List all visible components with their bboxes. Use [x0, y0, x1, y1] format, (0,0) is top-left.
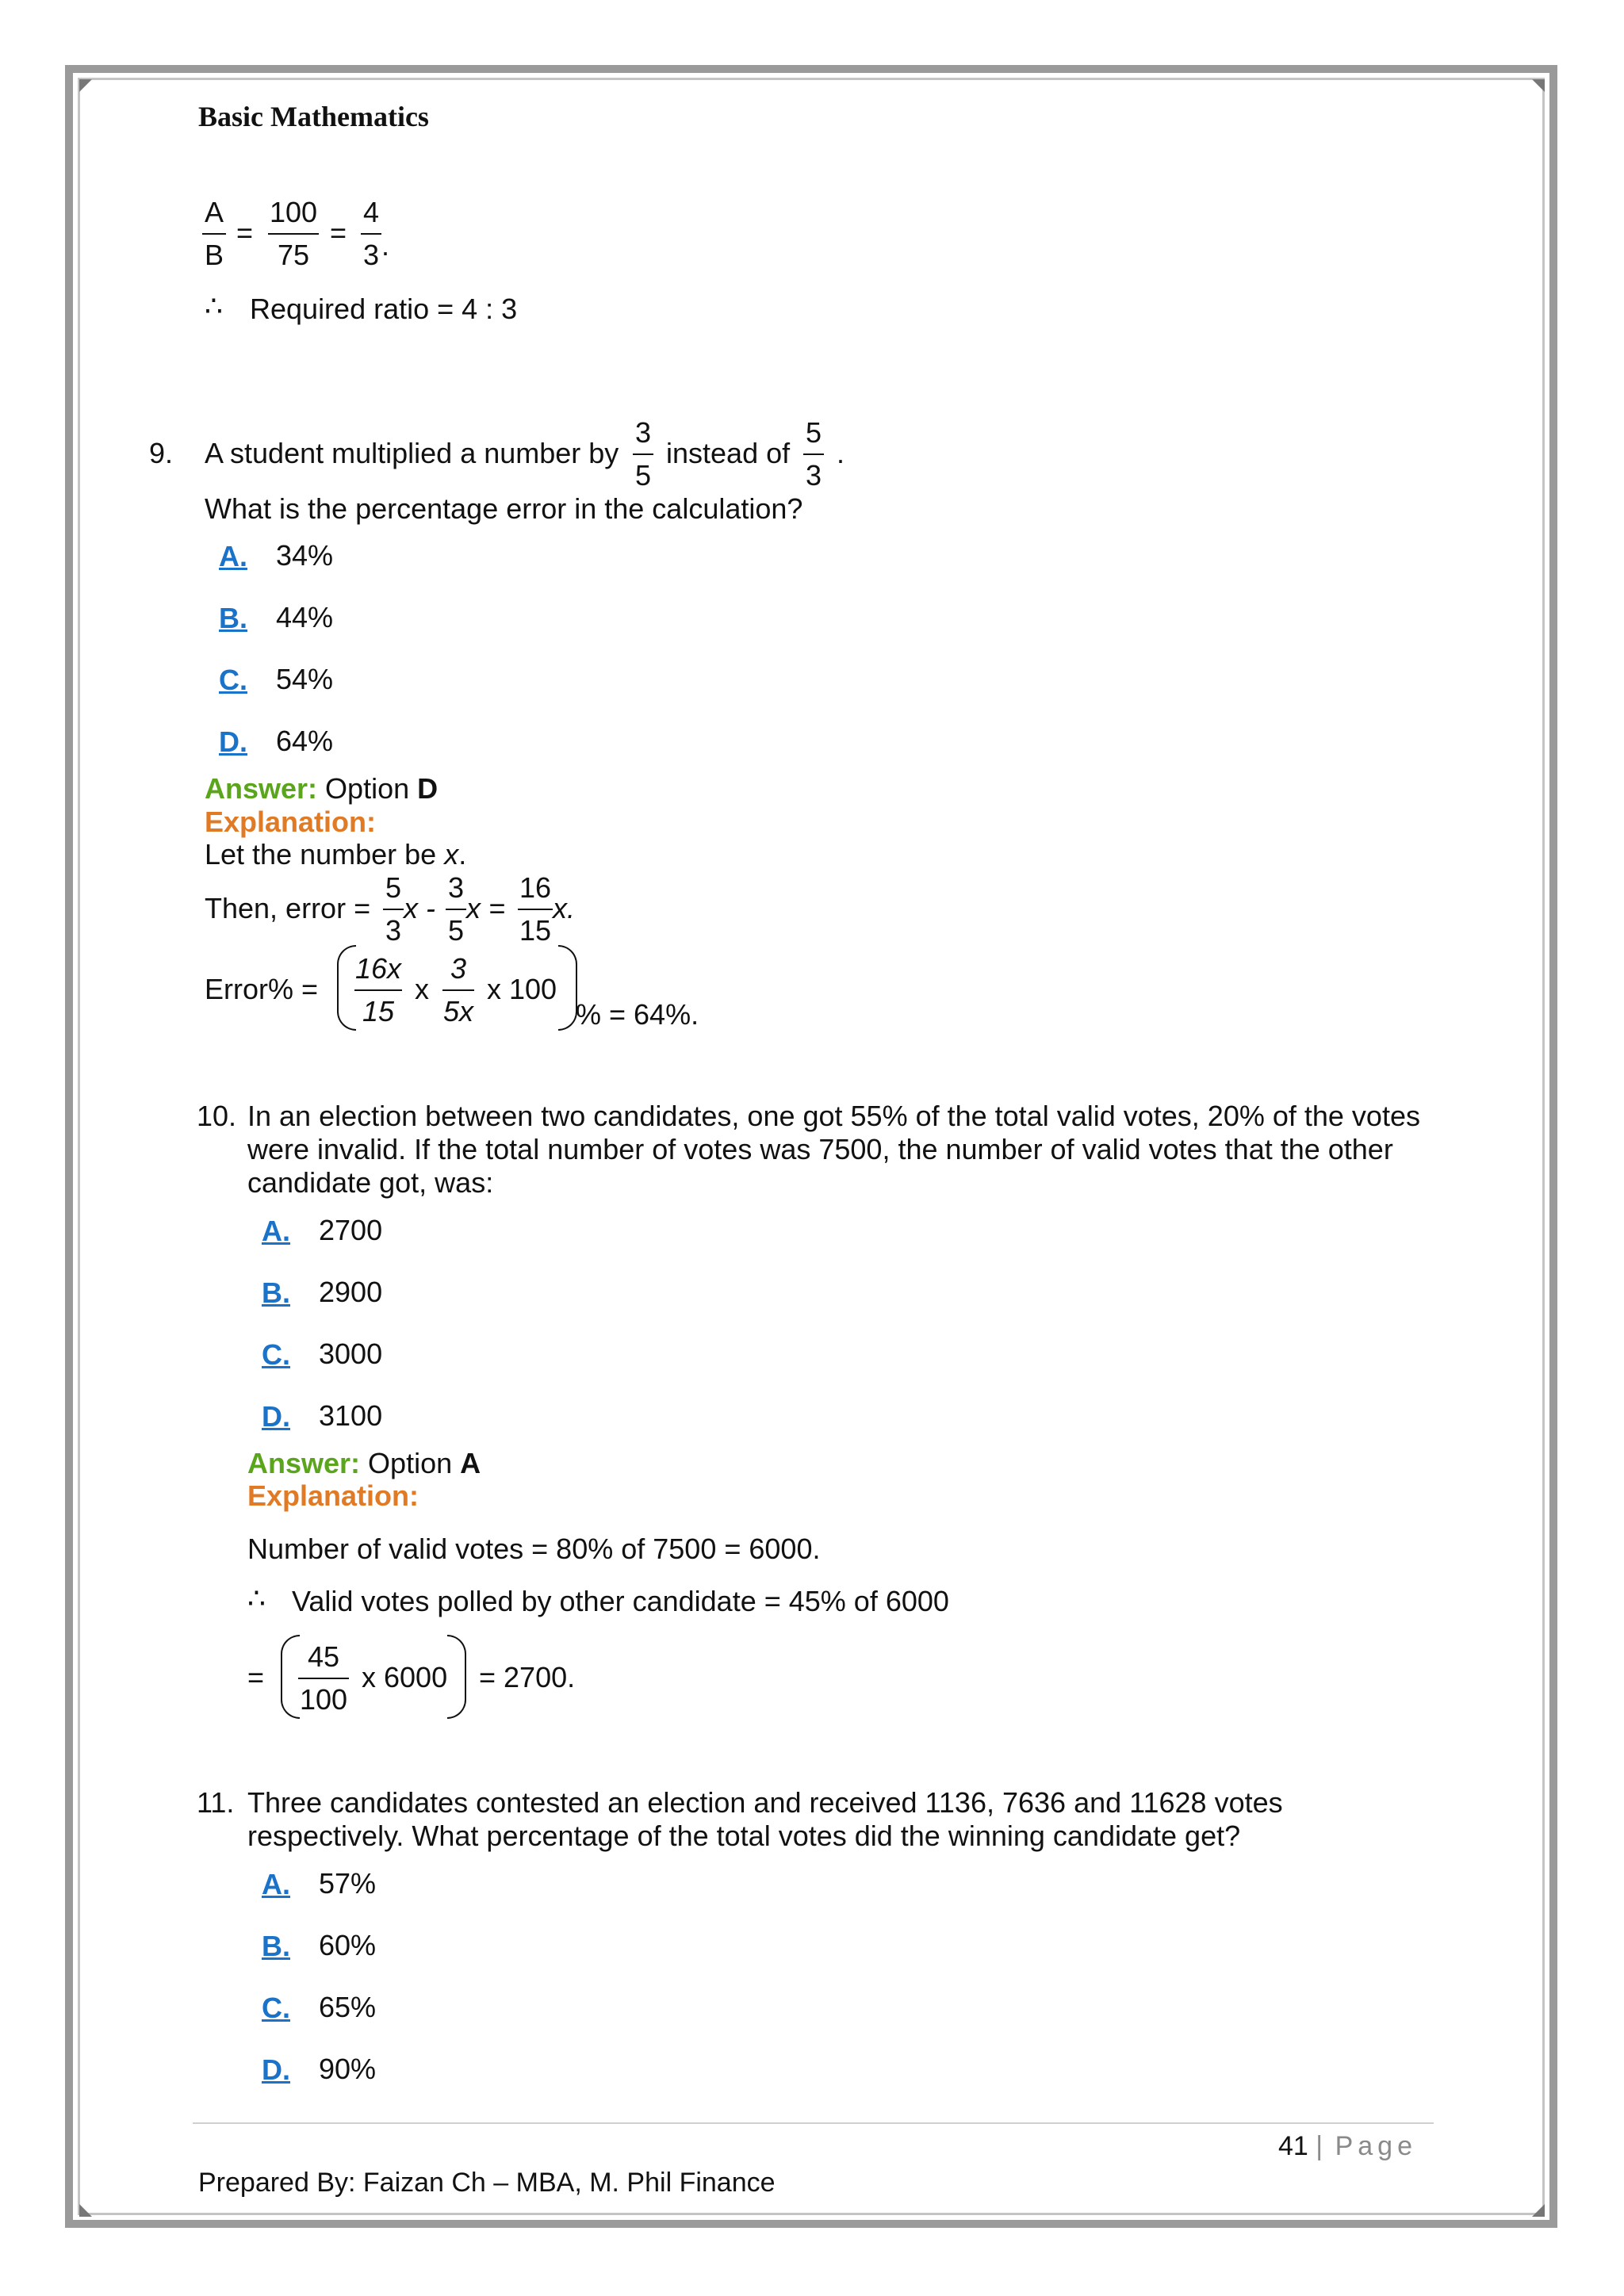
footer-divider	[193, 2122, 1434, 2124]
question-text: Three candidates contested an election and received 1136, 7636 and 11628 votes	[247, 1786, 1283, 1819]
fraction-16-over-15: 16 15	[519, 871, 552, 947]
option-a[interactable]: A. 57%	[262, 1867, 377, 1900]
question-number: 11.	[197, 1786, 235, 1819]
option-a[interactable]: A. 34%	[219, 539, 334, 572]
right-parenthesis	[558, 945, 577, 1031]
fraction-45-over-100: 45 100	[299, 1640, 348, 1716]
fraction-5-over-3: 5 3	[803, 417, 824, 492]
question-text: respectively. What percentage of the total votes did the winning candidate get?	[247, 1820, 1241, 1852]
therefore-symbol: ∴	[247, 1582, 266, 1614]
answer-line: Answer: Option A	[247, 1447, 481, 1479]
explanation-text: Then, error =	[205, 892, 371, 924]
fraction-5-over-3: 5 3	[383, 872, 404, 947]
explanation-label: Explanation:	[205, 806, 377, 838]
option-a[interactable]: A. 2700	[262, 1214, 383, 1247]
period: .	[381, 229, 390, 262]
question-text: instead of	[666, 437, 791, 469]
question-text: In an election between two candidates, one got 55% of the total valid votes, 20% of the votes	[247, 1100, 1420, 1132]
fraction-3-over-5: 3 5	[633, 417, 653, 492]
explanation-text: x =	[466, 892, 506, 924]
option-c[interactable]: C. 3000	[262, 1337, 383, 1371]
required-ratio-text: Required ratio = 4 : 3	[250, 293, 518, 325]
corner-ornament-top-left	[79, 79, 92, 92]
explanation-label: Explanation:	[247, 1479, 419, 1512]
option-c[interactable]: C. 65%	[262, 1991, 377, 2024]
corner-ornament-bottom-right	[1532, 2204, 1545, 2217]
explanation-result: = 2700.	[479, 1661, 576, 1693]
explanation-text: Error% =	[205, 973, 319, 1005]
footer-prepared-by: Prepared By: Faizan Ch – MBA, M. Phil Finance	[198, 2168, 776, 2198]
corner-ornament-bottom-left	[79, 2204, 92, 2217]
option-b[interactable]: B. 44%	[219, 601, 334, 634]
equals-sign: =	[247, 1661, 265, 1693]
explanation-text: x 6000	[362, 1661, 448, 1693]
explanation-text: x -	[404, 892, 435, 924]
question-text: .	[837, 437, 845, 469]
option-c[interactable]: C. 54%	[219, 663, 334, 696]
right-parenthesis	[447, 1635, 466, 1719]
explanation-text: Valid votes polled by other candidate = 45% of 6000	[292, 1585, 949, 1617]
explanation-result: % = 64%.	[576, 998, 699, 1031]
question-number: 9.	[149, 437, 174, 469]
explanation-text: Let the number be x.	[205, 838, 467, 871]
page-header-title: Basic Mathematics	[198, 101, 429, 132]
option-b[interactable]: B. 60%	[262, 1929, 377, 1962]
fraction-4-over-3: 4 3	[361, 197, 381, 271]
corner-ornament-top-right	[1532, 79, 1545, 92]
fraction-16x-over-15: 16x 15	[354, 952, 402, 1027]
explanation-text: Number of valid votes = 80% of 7500 = 6000.	[247, 1533, 821, 1565]
option-d[interactable]: D. 64%	[219, 725, 334, 758]
therefore-symbol: ∴	[205, 289, 223, 322]
option-d[interactable]: D. 3100	[262, 1399, 383, 1433]
question-text: candidate got, was:	[247, 1166, 494, 1199]
fraction-a-over-b: A B	[202, 197, 226, 271]
option-d[interactable]: D. 90%	[262, 2053, 377, 2086]
page-number: 41 | Page	[1278, 2131, 1417, 2161]
question-text: A student multiplied a number by	[205, 437, 619, 469]
fraction-3-over-5x: 3 5x	[442, 952, 474, 1027]
question-text: What is the percentage error in the calculation?	[205, 492, 803, 525]
left-parenthesis	[281, 1635, 300, 1719]
explanation-text: x 100	[487, 973, 557, 1005]
fraction-100-over-75: 100 75	[269, 196, 318, 271]
fraction-3-over-5: 3 5	[446, 872, 466, 947]
explanation-text: x.	[553, 892, 576, 924]
equals-sign: =	[330, 216, 347, 249]
times-sign: x	[415, 973, 429, 1005]
left-parenthesis	[337, 945, 356, 1031]
question-text: were invalid. If the total number of votes was 7500, the number of valid votes that the other	[247, 1133, 1393, 1165]
option-b[interactable]: B. 2900	[262, 1276, 383, 1309]
equals-sign: =	[236, 216, 254, 249]
answer-line: Answer: Option D	[205, 772, 439, 805]
question-number: 10.	[197, 1100, 237, 1132]
